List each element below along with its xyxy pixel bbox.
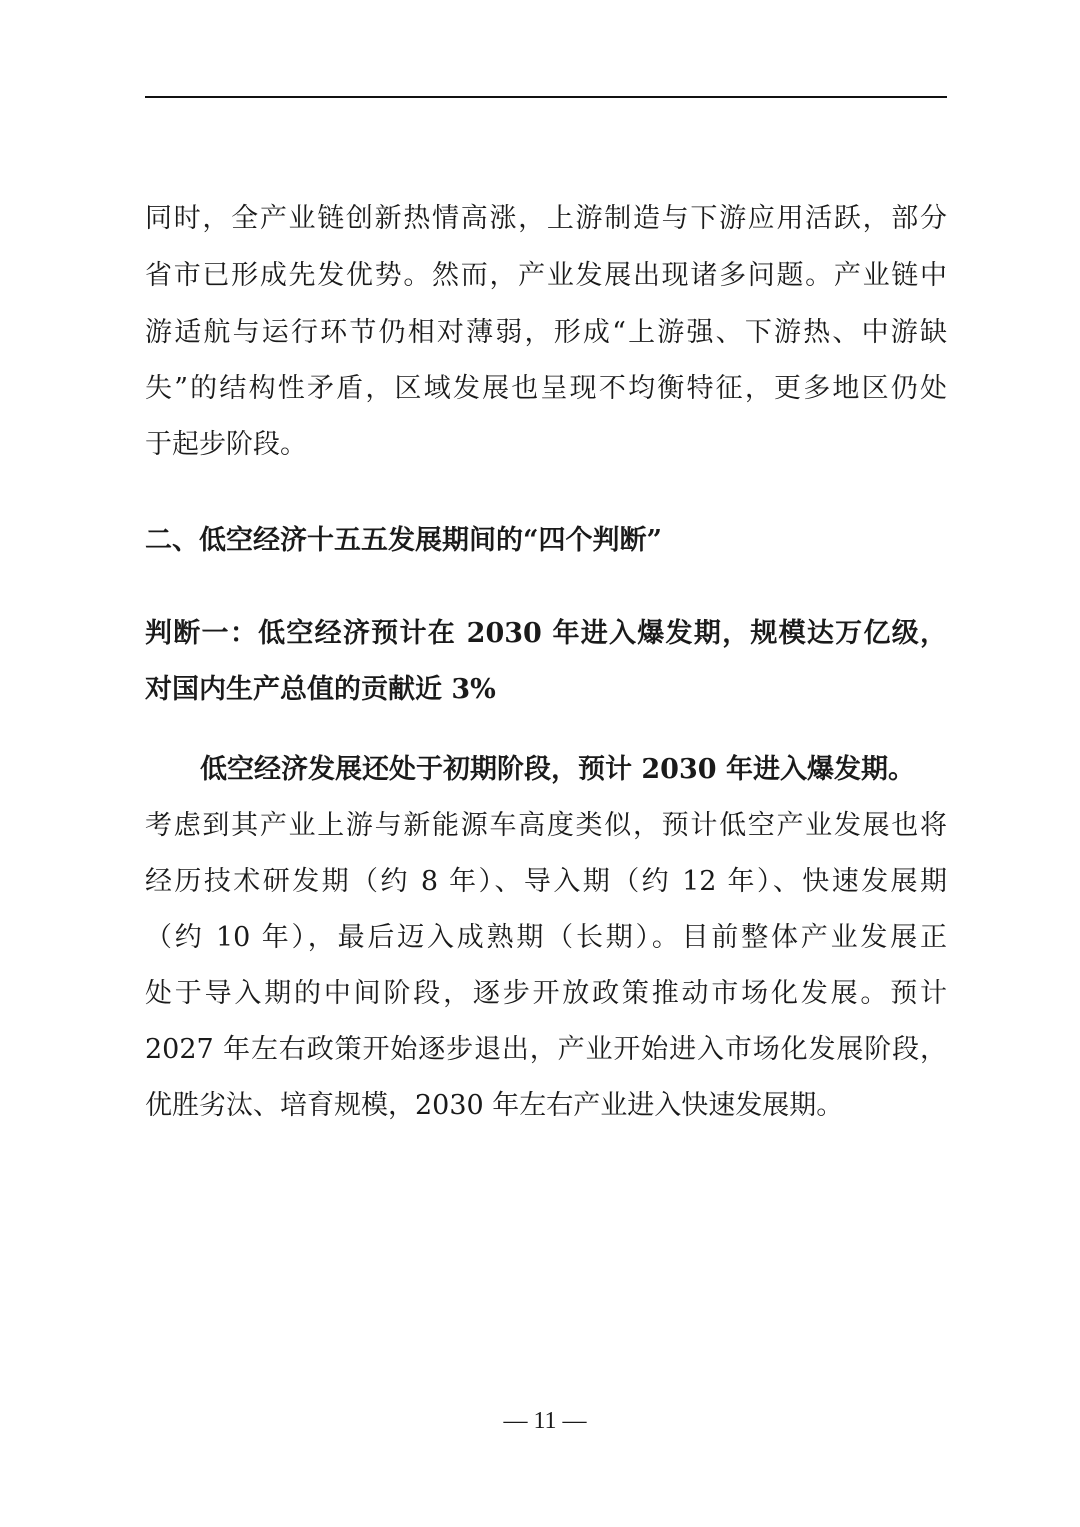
page-number: — 11 — [503, 1408, 587, 1434]
judgment-heading-line: 判断一：低空经济预计在 2030 年进入爆发期，规模达万亿级， [145, 618, 947, 649]
paragraph-line: 失”的结构性矛盾，区域发展也呈现不均衡特征，更多地区仍处 [145, 373, 947, 404]
paragraph-line: 2027 年左右政策开始逐步退出，产业开始进入市场化发展阶段， [145, 1034, 947, 1065]
paragraph-line: 同时，全产业链创新热情高涨，上游制造与下游应用活跃，部分 [145, 203, 947, 234]
paragraph-line: 于起步阶段。 [145, 429, 307, 460]
paragraph-line: 处于导入期的中间阶段，逐步开放政策推动市场化发展。预计 [145, 978, 947, 1009]
paragraph-line: 考虑到其产业上游与新能源车高度类似，预计低空产业发展也将 [145, 810, 947, 841]
section-heading: 二、低空经济十五五发展期间的“四个判断” [145, 525, 663, 556]
paragraph-line: （约 10 年），最后迈入成熟期（长期）。目前整体产业发展正 [145, 922, 947, 953]
paragraph-lead-sentence: 低空经济发展还处于初期阶段，预计 2030 年进入爆发期。 [200, 754, 915, 785]
paragraph-line: 经历技术研发期（约 8 年）、导入期（约 12 年）、快速发展期 [145, 866, 947, 897]
paragraph-line: 优胜劣汰、培育规模，2030 年左右产业进入快速发展期。 [145, 1090, 844, 1121]
paragraph-line: 游适航与运行环节仍相对薄弱，形成“上游强、下游热、中游缺 [145, 317, 947, 348]
judgment-heading-line: 对国内生产总值的贡献近 3% [145, 674, 496, 705]
header-rule [145, 96, 947, 98]
paragraph-line: 省市已形成先发优势。然而，产业发展出现诸多问题。产业链中 [145, 260, 947, 291]
